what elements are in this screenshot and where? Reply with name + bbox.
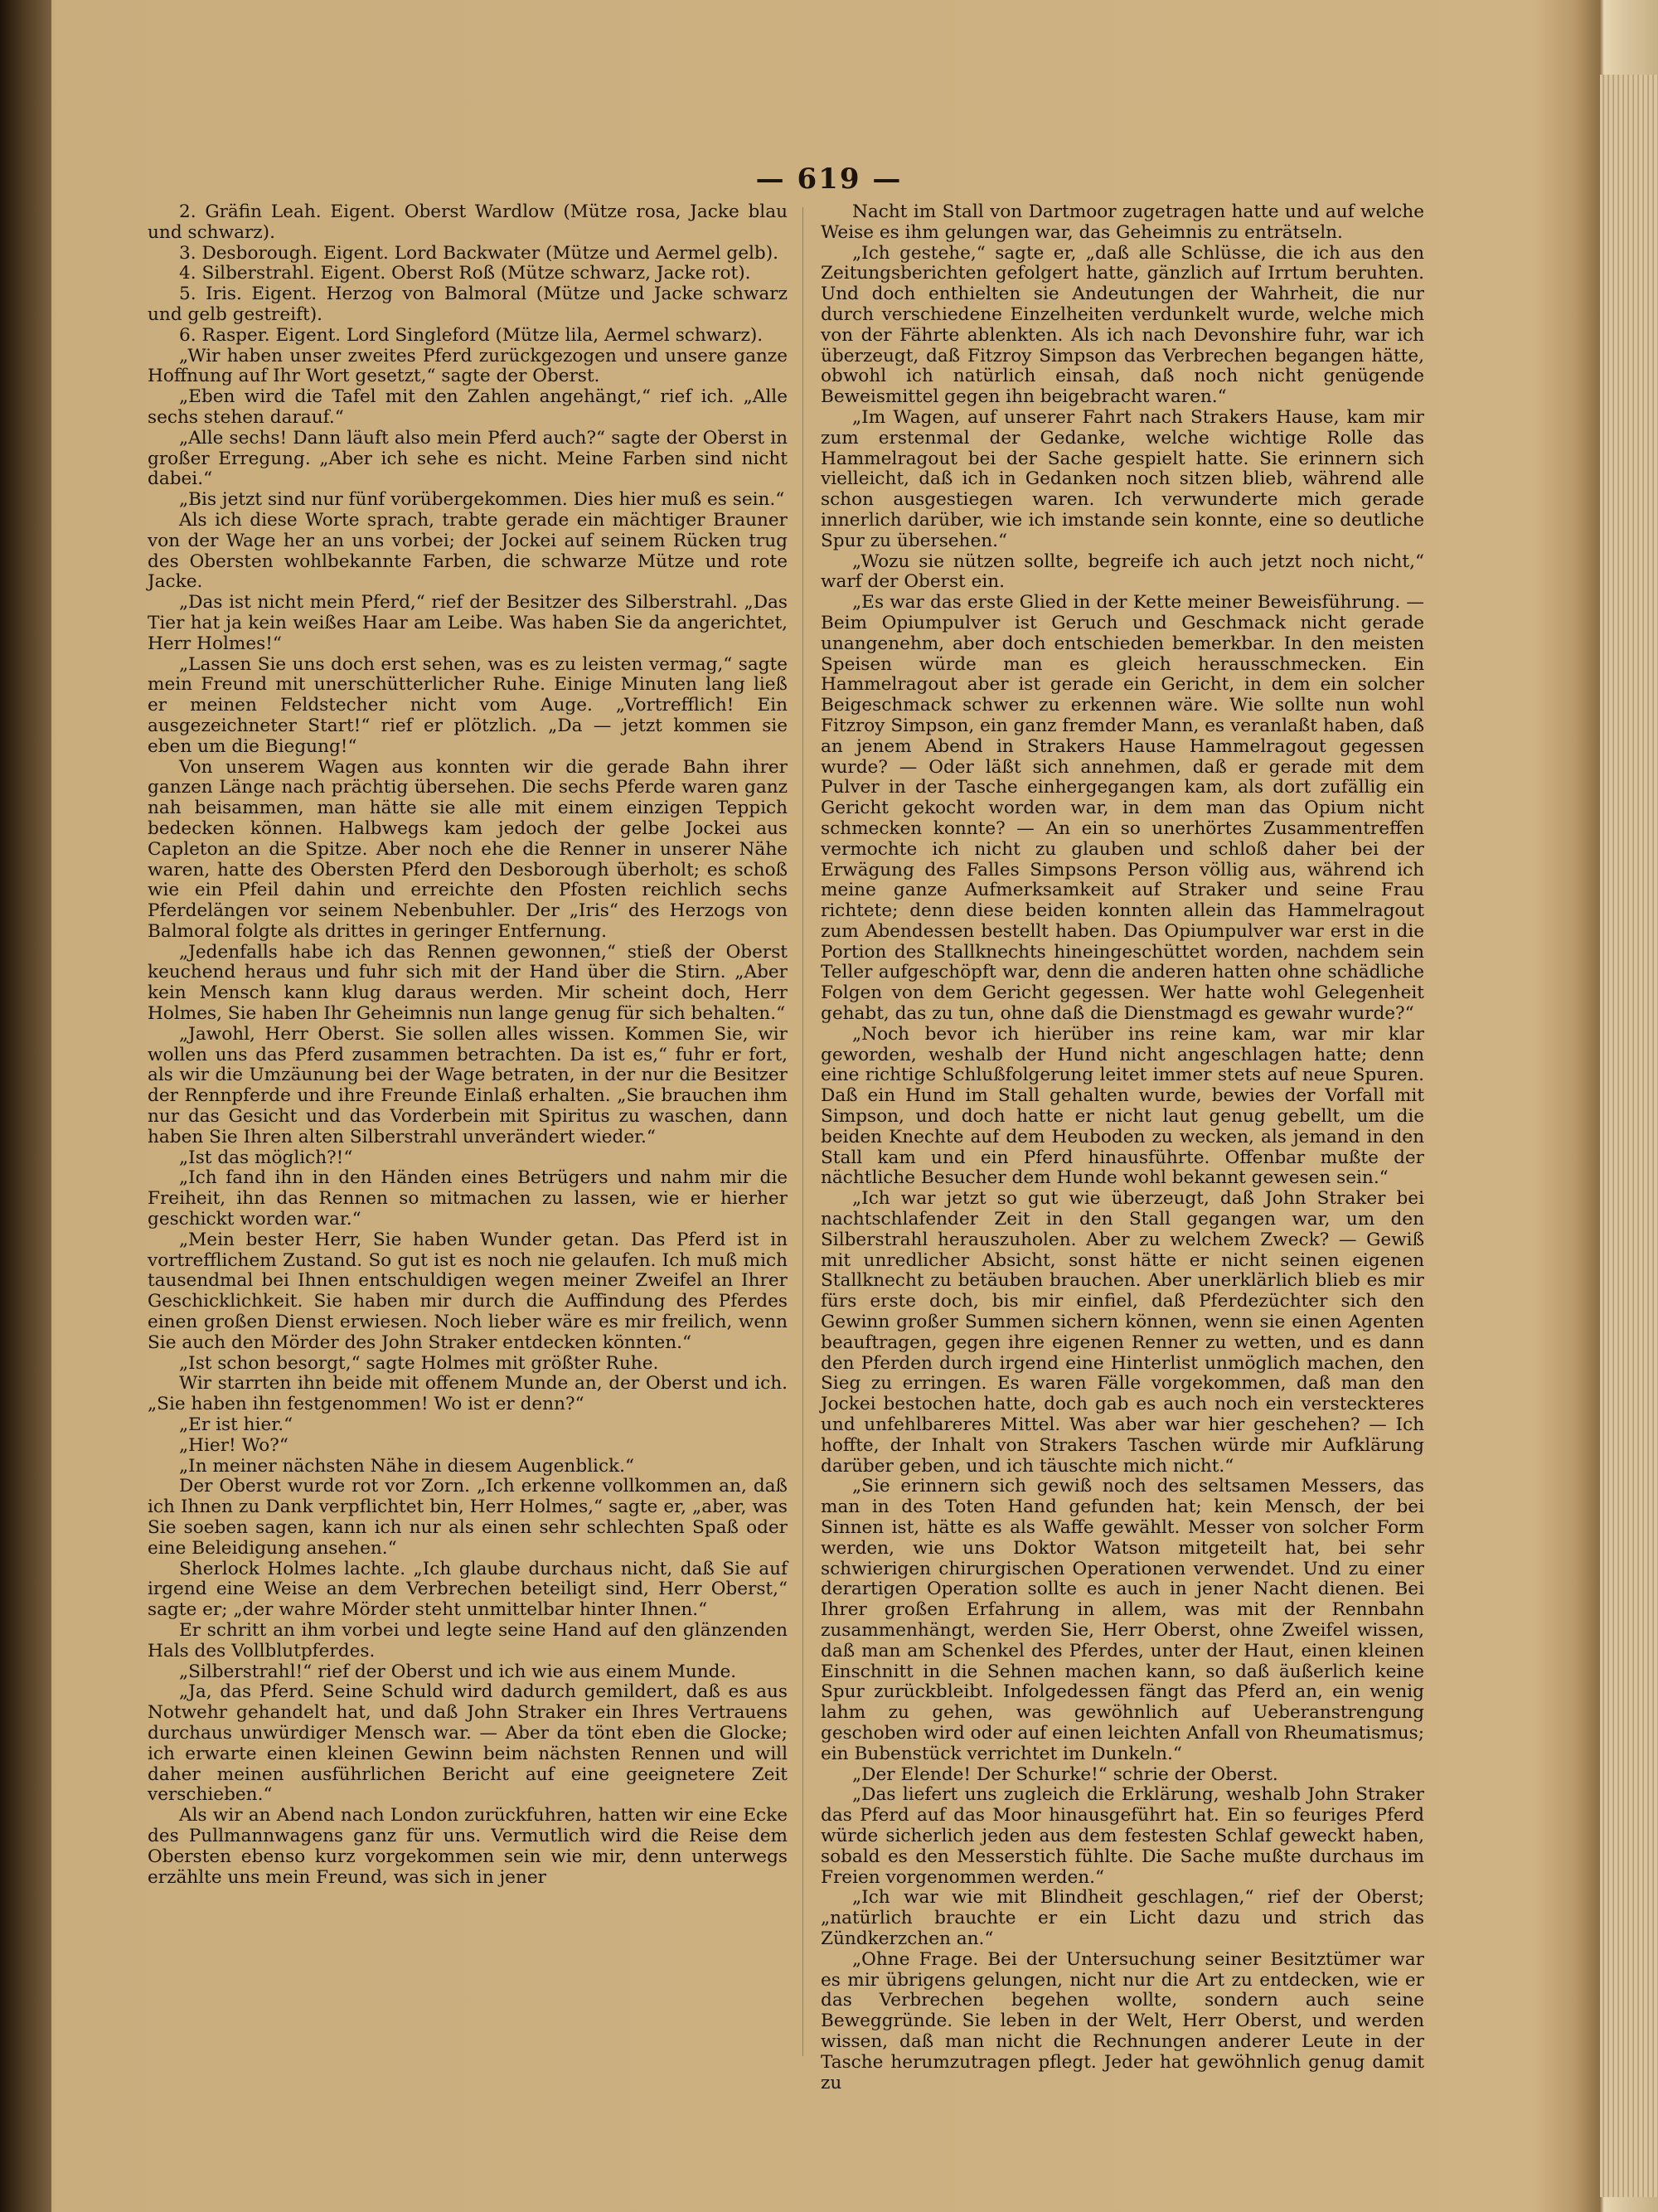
paragraph: „Ohne Frage. Bei der Untersuchung seiner Besitztümer war es mir übrigens gelungen, nicht nur die Art zu entdecken, wie er das Verbrechen begehen wollte, sondern auch seine Beweggründe. Sie leben in der Welt, Herr Oberst, und werden wissen, daß man nicht die Rechnungen anderer Leute in der Tasche herumzutragen pflegt. Jeder hat gewöhnlich genug damit zu <box>821 1948 1424 2093</box>
paragraph: „Ich war wie mit Blindheit geschlagen,“ rief der Oberst; „natürlich brauchte er ein Licht dazu und strich das Zündkerzchen an.“ <box>821 1887 1424 1949</box>
paragraph: „Ja, das Pferd. Seine Schuld wird dadurch gemildert, daß es aus Notwehr gehandelt hat, und daß John Straker ein Ihres Vertrauens durchaus unwürdiger Mensch war. — Aber da tönt eben die Glocke; ich erwarte einen kleinen Gewinn beim nächsten Rennen und will daher meinen ausführlichen Bericht auf eine geeignetere Zeit verschieben.“ <box>148 1681 788 1806</box>
page-edges-stack <box>1600 75 1658 2197</box>
paragraph: Nacht im Stall von Dartmoor zugetragen hatte und auf welche Weise es ihm gelungen war, das Geheimnis zu enträtseln. <box>821 201 1424 243</box>
paragraph: „In meiner nächsten Nähe in diesem Augenblick.“ <box>179 1455 635 1477</box>
paragraph: „Jedenfalls habe ich das Rennen gewonnen,“ stieß der Oberst keuchend heraus und fuhr sich mit der Hand über die Stirn. „Aber kein Mensch kann klug daraus werden. Mir scheint doch, Herr Holmes, Sie haben Ihr Geheimnis nun lange genug für sich behalten.“ <box>148 941 788 1025</box>
paragraph: Der Oberst wurde rot vor Zorn. „Ich erkenne vollkommen an, daß ich Ihnen zu Dank verpflichtet bin, Herr Holmes,“ sagte er, „aber, was Sie soeben sagen, kann ich nur als einen sehr schlechten Spaß oder eine Beleidigung ansehen.“ <box>148 1476 788 1559</box>
paragraph: Als wir an Abend nach London zurückfuhren, hatten wir eine Ecke des Pullmannwagens ganz für uns. Vermutlich wird die Reise dem Obersten ebenso kurz vorgekommen sein wie mir, denn unterwegs erzählte uns mein Freund, was sich in jener <box>148 1805 788 1888</box>
paragraph: „Noch bevor ich hierüber ins reine kam, war mir klar geworden, weshalb der Hund nicht angeschlagen hatte; denn eine richtige Schlußfolgerung leitet immer stets auf neue Spuren. Daß ein Hund im Stall gehalten wurde, bewies der Vorfall mit Simpson, und doch hatte er nicht laut genug gebellt, um die beiden Knechte auf dem Heuboden zu wecken, als jemand in den Stall kam und ein Pferd hinausführte. Offenbar mußte der nächtliche Besucher dem Hunde wohl bekannt gewesen sein.“ <box>821 1023 1424 1189</box>
paragraph: „Im Wagen, auf unserer Fahrt nach Strakers Hause, kam mir zum erstenmal der Gedanke, welche wichtige Rolle das Hammelragout bei der Sache gespielt hatte. Sie erinnern sich vielleicht, daß ich in Gedanken noch sitzen blieb, während alle schon ausgestiegen waren. Ich verwunderte mich gerade innerlich darüber, wie ich imstande sein konnte, eine so deutliche Spur zu übersehen.“ <box>821 406 1424 551</box>
paragraph: „Mein bester Herr, Sie haben Wunder getan. Das Pferd ist in vortrefflichem Zustand. So gut ist es noch nie gelaufen. Ich muß mich tausendmal bei Ihnen entschuldigen wegen meiner Zweifel an Ihrer Geschicklichkeit. Sie haben mir durch die Auffindung des Pferdes einen großen Dienst erwiesen. Noch lieber wäre es mir freilich, wenn Sie auch den Mörder des John Straker entdecken könnten.“ <box>148 1229 788 1353</box>
paragraph: „Ist das möglich?!“ <box>179 1147 353 1168</box>
paragraph: Als ich diese Worte sprach, trabte gerade ein mächtiger Brauner von der Wage her an uns vorbei; der Jockei auf seinem Rücken trug des Obersten wohlbekannte Farben, die schwarze Mütze und rote Jacke. <box>148 509 788 593</box>
paragraph: „Hier! Wo?“ <box>179 1434 288 1456</box>
paragraph: Sherlock Holmes lachte. „Ich glaube durchaus nicht, daß Sie auf irgend eine Weise an dem Verbrechen beteiligt sind, Herr Oberst,“ sagte er; „der wahre Mörder steht unmittelbar hinter Ihnen.“ <box>148 1558 788 1621</box>
paragraph: Von unserem Wagen aus konnten wir die gerade Bahn ihrer ganzen Länge nach prächtig übersehen. Die sechs Pferde waren ganz nah beisammen, man hätte sie alle mit einem einzigen Teppich bedecken können. Halbwegs kam jedoch der gelbe Jockei aus Capleton an die Spitze. Aber noch ehe die Renner in unserer Nähe waren, hatte des Obersten Pferd den Desborough überholt; es schoß wie ein Pfeil dahin und erreichte den Pfosten reichlich sechs Pferdelängen vor seinem Nebenbuhler. Der „Iris“ des Herzogs von Balmoral folgte als drittes in geringer Entfernung. <box>148 756 788 942</box>
paragraph: 4. Silberstrahl. Eigent. Oberst Roß (Mütze schwarz, Jacke rot). <box>179 263 751 284</box>
paragraph: „Wozu sie nützen sollte, begreife ich auch jetzt noch nicht,“ warf der Oberst ein. <box>821 551 1424 593</box>
paragraph: „Der Elende! Der Schurke!“ schrie der Oberst. <box>852 1763 1278 1785</box>
paragraph: „Sie erinnern sich gewiß noch des seltsamen Messers, das man in des Toten Hand gefunden hat; kein Mensch, der bei Sinnen ist, hätte es als Waffe gewählt. Messer von solcher Form werden, wie uns Doktor Watson mitgeteilt hat, bei sehr schwierigen chirurgischen Operationen verwendet. Und zu einer derartigen Operation sollte es auch in jener Nacht dienen. Bei Ihrer großen Erfahrung in allem, was mit der Rennbahn zusammenhängt, werden Sie, Herr Oberst, ohne Zweifel wissen, daß man am Schenkel des Pferdes, unter der Haut, einen kleinen Einschnitt in die Sehnen machen kann, so daß äußerlich keine Spur zurückbleibt. Infolgedessen fängt das Pferd an, ein wenig lahm zu gehen, was gewöhnlich auf Ueberanstrengung geschoben wird oder auf einen leichten Anfall von Rheumatismus; ein Bubenstück verrichtet im Dunkeln.“ <box>821 1476 1424 1764</box>
paragraph: „Das liefert uns zugleich die Erklärung, weshalb John Straker das Pferd auf das Moor hinausgeführt hat. Ein so feuriges Pferd würde sicherlich jeden aus dem festesten Schlaf geweckt haben, sobald es den Messerstich fühlte. Die Sache mußte durchaus im Freien vorgenommen werden.“ <box>821 1784 1424 1888</box>
paragraph: „Alle sechs! Dann läuft also mein Pferd auch?“ sagte der Oberst in großer Erregung. „Aber ich sehe es nicht. Meine Farben sind nicht dabei.“ <box>148 427 788 490</box>
paragraph: 6. Rasper. Eigent. Lord Singleford (Mütze lila, Aermel schwarz). <box>179 324 764 346</box>
paragraph: „Wir haben unser zweites Pferd zurückgezogen und unsere ganze Hoffnung auf Ihr Wort gesetzt,“ sagte der Oberst. <box>148 345 788 387</box>
paragraph: 5. Iris. Eigent. Herzog von Balmoral (Mütze und Jacke schwarz und gelb gestreift). <box>148 284 788 325</box>
paragraph: „Bis jetzt sind nur fünf vorübergekommen. Dies hier muß es sein.“ <box>179 489 785 511</box>
paragraph: „Er ist hier.“ <box>179 1414 293 1436</box>
paragraph: „Es war das erste Glied in der Kette meiner Beweisführung. — Beim Opiumpulver ist Geruch und Geschmack nicht gerade unangenehm, aber doch entschieden bemerkbar. In den meisten Speisen würde man es gleich herausschmecken. Ein Hammelragout aber ist gerade ein Gericht, in dem ein solcher Beigeschmack schwer zu erkennen wäre. Wie sollte nun wohl Fitzroy Simpson, ein ganz fremder Mann, es veranlaßt haben, daß an jenem Abend in Strakers Hause Hammelragout gegessen wurde? — Oder läßt sich annehmen, daß er gerade mit dem Pulver in der Tasche einhergegangen kam, als dort zufällig ein Gericht gekocht worden war, in dem man das Opium nicht schmecken konnte? — An ein so unerhörtes Zusammentreffen vermochte ich nicht zu glauben und schloß daher bei der Erwägung des Falles Simpsons Person völlig aus, während ich meine ganze Aufmerksamkeit auf Straker und seine Frau richtete; denn diese beiden konnten allein das Hammelragout zum Abendessen bestellt haben. Das Opiumpulver war erst in die Portion des Stallknechts hineingeschüttet worden, nachdem sein Teller aufgeschöpft war, denn die anderen hatten ohne schädliche Folgen von dem Gericht gegessen. Wer hatte wohl Gelegenheit gehabt, das zu tun, ohne daß die Dienstmagd es gewahr wurde?“ <box>821 592 1424 1025</box>
paragraph: „Eben wird die Tafel mit den Zahlen angehängt,“ rief ich. „Alle sechs stehen darauf.“ <box>148 386 788 428</box>
paragraph: Wir starrten ihn beide mit offenem Munde an, der Oberst und ich. „Sie haben ihn festgenommen! Wo ist er denn?“ <box>148 1373 788 1415</box>
paragraph: „Ich fand ihn in den Händen eines Betrügers und nahm mir die Freiheit, ihn das Rennen so mitmachen zu lassen, wie er hierher geschickt worden war.“ <box>148 1167 788 1230</box>
paragraph: „Das ist nicht mein Pferd,“ rief der Besitzer des Silberstrahl. „Das Tier hat ja kein weißes Haar am Leibe. Was haben Sie da angerichtet, Herr Holmes!“ <box>148 592 788 654</box>
paragraph: „Jawohl, Herr Oberst. Sie sollen alles wissen. Kommen Sie, wir wollen uns das Pferd zusammen betrachten. Da ist es,“ fuhr er fort, als wir die Umzäunung bei der Wage betraten, in der nur die Besitzer der Rennpferde und ihre Freunde Einlaß erhalten. „Sie brauchen ihm nur das Gesicht und das Vorderbein mit Spiritus zu waschen, dann haben Sie Ihren alten Silberstrahl unverändert wieder.“ <box>148 1023 788 1147</box>
paragraph: Er schritt an ihm vorbei und legte seine Hand auf den glänzenden Hals des Vollblutpferdes. <box>148 1619 788 1661</box>
paragraph: „Lassen Sie uns doch erst sehen, was es zu leisten vermag,“ sagte mein Freund mit unerschütterlicher Ruhe. Einige Minuten lang ließ er meinen Feldstecher nicht vom Auge. „Vortrefflich! Ein ausgezeichneter Start!“ rief er plötzlich. „Da — jetzt kommen sie eben um die Biegung!“ <box>148 653 788 757</box>
page-number: — 619 — <box>755 163 903 196</box>
paragraph: „Ist schon besorgt,“ sagte Holmes mit größter Ruhe. <box>179 1352 659 1374</box>
left-column <box>148 202 788 2059</box>
paragraph: 3. Desborough. Eigent. Lord Backwater (Mütze und Aermel gelb). <box>179 242 778 264</box>
paragraph: 2. Gräfin Leah. Eigent. Oberst Wardlow (Mütze rosa, Jacke blau und schwarz). <box>148 201 788 243</box>
paragraph: „Ich gestehe,“ sagte er, „daß alle Schlüsse, die ich aus den Zeitungsberichten gefolgert hatte, gänzlich auf Irrtum beruhten. Und doch enthielten sie Andeutungen der Wahrheit, die nur durch verschiedene Einzelheiten verdunkelt wurde, welche mich von der Fährte ablenkten. Als ich nach Devonshire fuhr, war ich überzeugt, daß Fitzroy Simpson das Verbrechen begangen hätte, obwohl ich natürlich einsah, daß noch nicht genügende Beweismittel gegen ihn beigebracht waren.“ <box>821 242 1424 408</box>
facing-page-edge <box>0 0 51 2212</box>
paragraph: „Ich war jetzt so gut wie überzeugt, daß John Straker bei nachtschlafender Zeit in den Stall gegangen war, um den Silberstrahl herauszuholen. Aber zu welchem Zweck? — Gewiß mit unredlicher Absicht, sonst hätte er nicht seinen eigenen Stallknecht zu betäuben brauchen. Aber unerklärlich blieb es mir fürs erste doch, bis mir einfiel, daß Pferdezüchter sich den Gewinn großer Summen sichern können, wenn sie einen Agenten beauftragen, gegen ihre eigenen Renner zu wetten, und es dann den Pferden durch irgend eine Hinterlist unmöglich machen, den Sieg zu erringen. Es waren Fälle vorgekommen, daß man den Jockei bestochen hatte, doch gab es auch noch ein versteckteres und unfehlbareres Mittel. Was aber war hier geschehen? — Ich hoffte, der Inhalt von Strakers Taschen würde mir Aufklärung darüber geben, und ich täuschte mich nicht.“ <box>821 1188 1424 1477</box>
column-divider <box>802 207 803 2056</box>
paragraph: „Silberstrahl!“ rief der Oberst und ich wie aus einem Munde. <box>179 1661 737 1682</box>
right-column <box>821 201 1424 2093</box>
